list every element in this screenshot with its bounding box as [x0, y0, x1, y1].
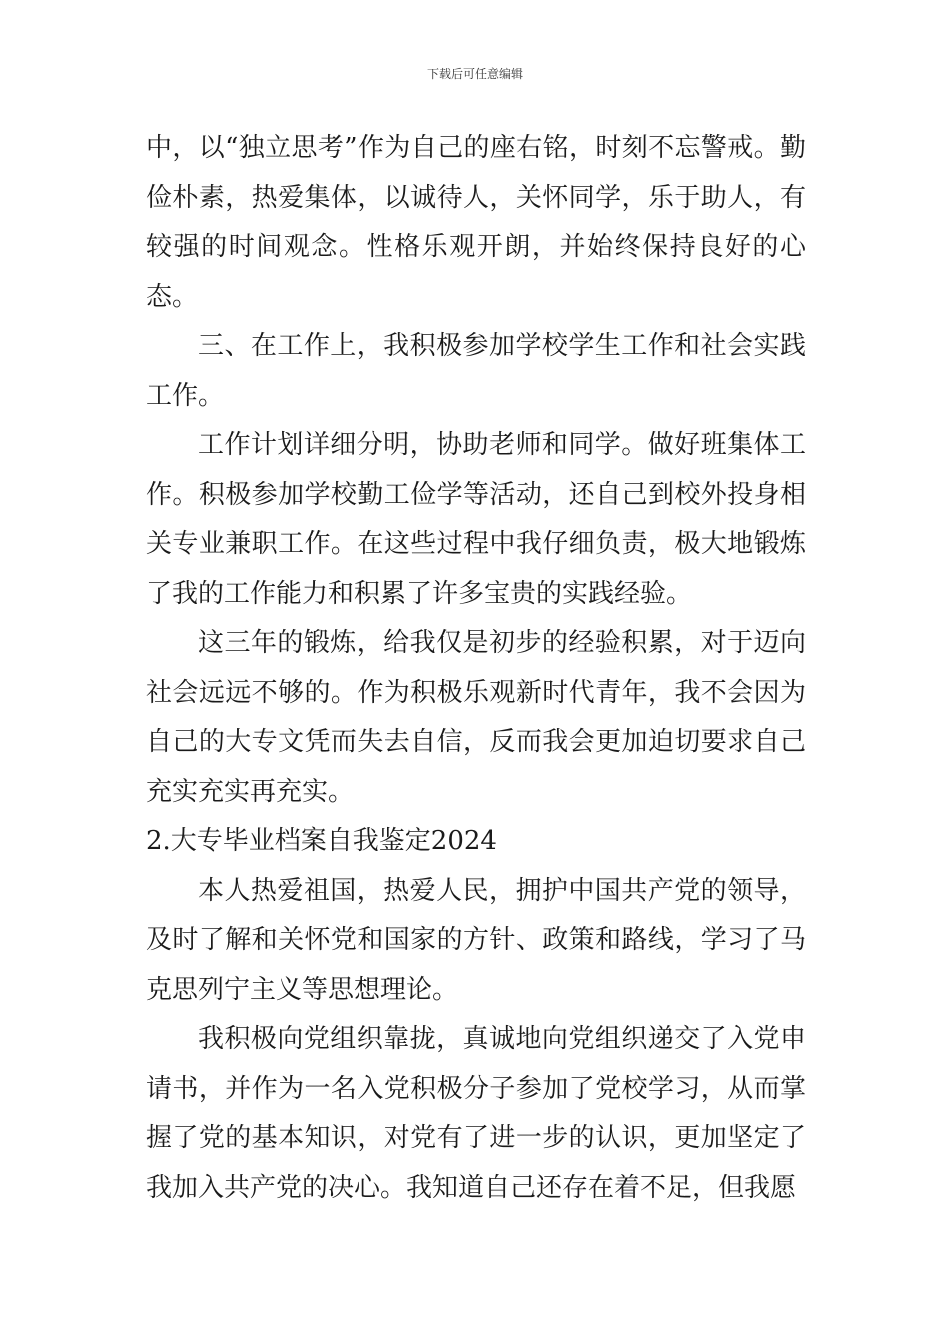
document-body — [146, 124, 806, 1213]
section-heading: 2.大专毕业档案自我鉴定2024 — [146, 826, 497, 856]
paragraph-continued: 中，以“独立思考”作为自己的座右铭，时刻不忘警戒。勤俭朴素，热爱集体，以诚待人，关怀同学，乐于助人，有较强的时间观念。性格乐观开朗，并始终保持良好的心态。 — [146, 133, 806, 312]
paragraph-patriotism: 本人热爱祖国，热爱人民，拥护中国共产党的领导，及时了解和关怀党和国家的方针、政策和路线，学习了马克思列宁主义等思想理论。 — [146, 875, 806, 1005]
paragraph-work-section: 三、在工作上，我积极参加学校学生工作和社会实践工作。 — [146, 331, 806, 411]
paragraph-work-plan: 工作计划详细分明，协助老师和同学。做好班集体工作。积极参加学校勤工俭学等活动，还自己到校外投身相关专业兼职工作。在这些过程中我仔细负责，极大地锻炼了我的工作能力和积累了许多宝贵的实践经验。 — [146, 430, 806, 609]
paragraph-three-years: 这三年的锻炼，给我仅是初步的经验积累，对于迈向社会远远不够的。作为积极乐观新时代青年，我不会因为自己的大专文凭而失去自信，反而我会更加迫切要求自己充实充实再充实。 — [146, 628, 806, 807]
page-header: 下载后可任意编辑 — [426, 67, 523, 81]
paragraph-party: 我积极向党组织靠拢，真诚地向党组织递交了入党申请书，并作为一名入党积极分子参加了党校学习，从而掌握了党的基本知识，对党有了进一步的认识，更加坚定了我加入共产党的决心。我知道自己还存在着不足，但我愿 — [146, 1024, 806, 1203]
